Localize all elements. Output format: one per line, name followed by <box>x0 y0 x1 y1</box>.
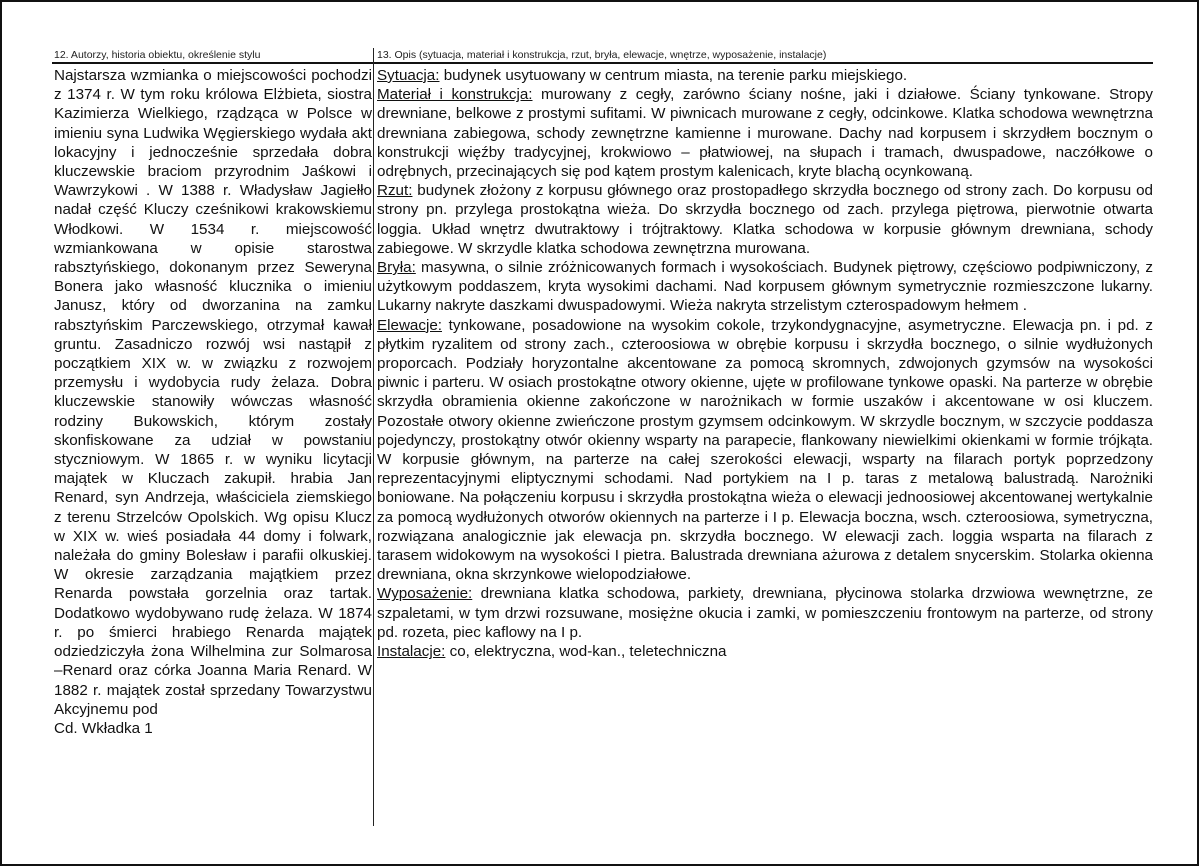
section-elewacje <box>377 316 1153 585</box>
history-text: Najstarsza wzmianka o miejscowości pochodzi z 1374 r. W tym roku królowa Elżbieta, siostra Kazimierza Wielkiego, rządząca w Polsce w imieniu syna Ludwika Węgierskiego wydała akt lokacyjny i jednocześnie sprzedała dobra kluczewskie braciom przyrodnim Jaśkowi i Wawrzykowi . W 1388 r. Władysław Jagiełło nadał część Kluczy cześnikowi krakowskiemu Włodkowi. W 1534 r. miejscowość wzmiankowana w opisie starostwa rabsztyńskiego, dokonanym przez Seweryna Bonera jako własność klucznika o imieniu Janusz, który od dworzanina na zamku rabsztyńskim Parczewskiego, otrzymał kawał gruntu. Zasadniczo rozwój wsi nastąpił z początkiem XIX w. w związku z rozwojem przemysłu i wydobycia rudy żelaza. Dobra kluczewskie stanowiły wówczas własność rodziny Bukowskich, którym zostały skonfiskowane za udział w powstaniu styczniowym. W 1865 r. w wyniku licytacji majątek w Kluczach zakupił. hrabia Jan Renard, syn Andrzeja, właściciela ziemskiego z terenu Strzelców Opolskich. Wg opisu Klucz w XIX w. wieś posiadała 44 domy i folwark, należała do gminy Bolesław i parafii olkuskiej. W okresie zarządzania majątkiem przez Renarda powstała gorzelnia oraz tartak. Dodatkowo wydobywano rudę żelaza. W 1874 r. po śmierci hrabiego Renarda majątek odziedziczyła żona Wilhelmina zur Solmarosa –Renard oraz córka Joanna Maria Renard. W 1882 r. majątek został sprzedany Towarzystwu Akcyjnemu pod <box>54 67 372 718</box>
history-text-block <box>54 66 372 738</box>
section-label: Wyposażenie: <box>377 585 473 603</box>
description-column <box>377 48 1153 661</box>
section-label: Instalacje: <box>377 643 446 661</box>
section-text: tynkowane, posadowione na wysokim cokole, trzykondygnacyjne, asymetryczne. Elewacja pn. i pd. z płytkim ryzalitem od strony zach., czteroosiowa w obrębie korpusu i skrzydła bocznego, o silnie wydłużonych proporcach. Podziały horyzontalne akcentowane za pomocą skromnych, zdwojonych gzymsów na wysokości piwnic i parteru. W osiach prostokątne otwory okienne, ujęte w profilowane tynkowe opaski. Na parterze w obrębie skrzydła obramienia okienne zakończone w narożnikach w formie uszaków i akcentowane w osi kluczem. Pozostałe otwory okienne zwieńczone prostym gzymsem odcinkowym. W skrzydle bocznym, w szczycie poddasza pojedynczy, prostokątny otwór okienny wsparty na parapecie, flankowany niewielkimi okienkami w formie trójkąta. W korpusie głównym, na parterze na całej szerokości elewacji, wsparty na filarach portyk poprzedzony reprezentacyjnymi eliptycznymi schodami. Nad portykiem na I p. taras z metalową balustradą. Narożniki boniowane. Na połączeniu korpusu i skrzydła prostokątna wieża o elewacji jednoosiowej akcentowanej wertykalnie za pomocą wydłużonych otworów okiennych na parterze i I p. Elewacja boczna, wsch. czteroosiowa, symetryczna, rozwiązana analogicznie jak elewacja pn. skrzydła bocznego. W elewacji zach. loggia wsparta na filarach z tarasem widokowym na wysokości I pietra. Balustrada drewniana ażurowa z detalem snycerskim. Stolarka okienna drewniana, okna skrzynkowe wielopodziałowe. <box>377 316 1153 584</box>
continuation-note: Cd. Wkładka 1 <box>54 719 153 737</box>
section-material <box>377 85 1153 181</box>
section-instalacje <box>377 642 1153 661</box>
section-label: Materiał i konstrukcja: <box>377 86 533 104</box>
section-text: budynek złożony z korpusu głównego oraz prostopadłego skrzydła bocznego od strony zach. Do korpusu od strony pn. przylega prostokątna wieża. Do skrzydła bocznego od zach. przylega piętrowa, pierwotnie otwarta loggia. Układ wnętrz dwutraktowy i trójtraktowy. Klatka schodowa w korpusie głównym drewniana, schody zabiegowe. W skrzydle klatka schodowa zewnętrzna murowana. <box>377 182 1153 257</box>
section-text: masywna, o silnie zróżnicowanych formach i wysokościach. Budynek piętrowy, częściowo podpiwniczony, z użytkowym poddaszem, kryta wysokimi dachami. Nad korpusem głównym symetrycznie rozmieszczone lukarny. Lukarny nakryte daszkami dwuspadowymi. Wieża nakryta strzelistym czterospadowym hełmem . <box>377 259 1153 315</box>
section-text: budynek usytuowany w centrum miasta, na terenie parku miejskiego. <box>439 67 908 84</box>
section-rzut <box>377 181 1153 258</box>
section-text: drewniana klatka schodowa, parkiety, drewniana, płycinowa stolarka drzwiowa wewnętrzne, ze szpaletami, w tym drzwi rozsuwane, mosiężne okucia i zamki, w pomieszczeniu frontowym na parterze, od strony pd. rozeta, piec kaflowy na I p. <box>377 585 1153 641</box>
description-text-block <box>377 66 1153 661</box>
section-label: Bryła: <box>377 259 416 277</box>
section-wyposazenie <box>377 584 1153 642</box>
section-label: Rzut: <box>377 182 413 200</box>
column-divider <box>373 48 374 826</box>
history-header: 12. Autorzy, historia obiektu, określenie stylu <box>54 49 261 61</box>
section-text: co, elektryczna, wod-kan., teletechniczna <box>445 643 727 661</box>
history-column <box>54 48 372 738</box>
section-sytuacja <box>377 66 1153 85</box>
section-bryla <box>377 258 1153 316</box>
section-text: murowany z cegły, zarówno ściany nośne, jaki i działowe. Ściany tynkowane. Stropy drewniane, belkowe z prostymi sufitami. W piwnicach murowane z cegły, odcinkowe. Klatka schodowa wewnętrzna drewniana zabiegowa, schody zewnętrzne kamienne i murowane. Dachy nad korpusem i skrzydłem bocznym o konstrukcji więźby tradycyjnej, krokwiowo – płatwiowej, na słupach i tramach, dwuspadowe, naczółkowe o odrębnych, przecinających się pod kątem prostym kalenicach, kryte blachą ocynkowaną. <box>377 86 1153 181</box>
description-header: 13. Opis (sytuacja, materiał i konstrukcja, rzut, bryła, elewacje, wnętrze, wyposażenie, instalacje) <box>377 49 827 61</box>
section-label: Elewacje: <box>377 316 442 334</box>
section-label: Sytuacja: <box>377 67 440 84</box>
